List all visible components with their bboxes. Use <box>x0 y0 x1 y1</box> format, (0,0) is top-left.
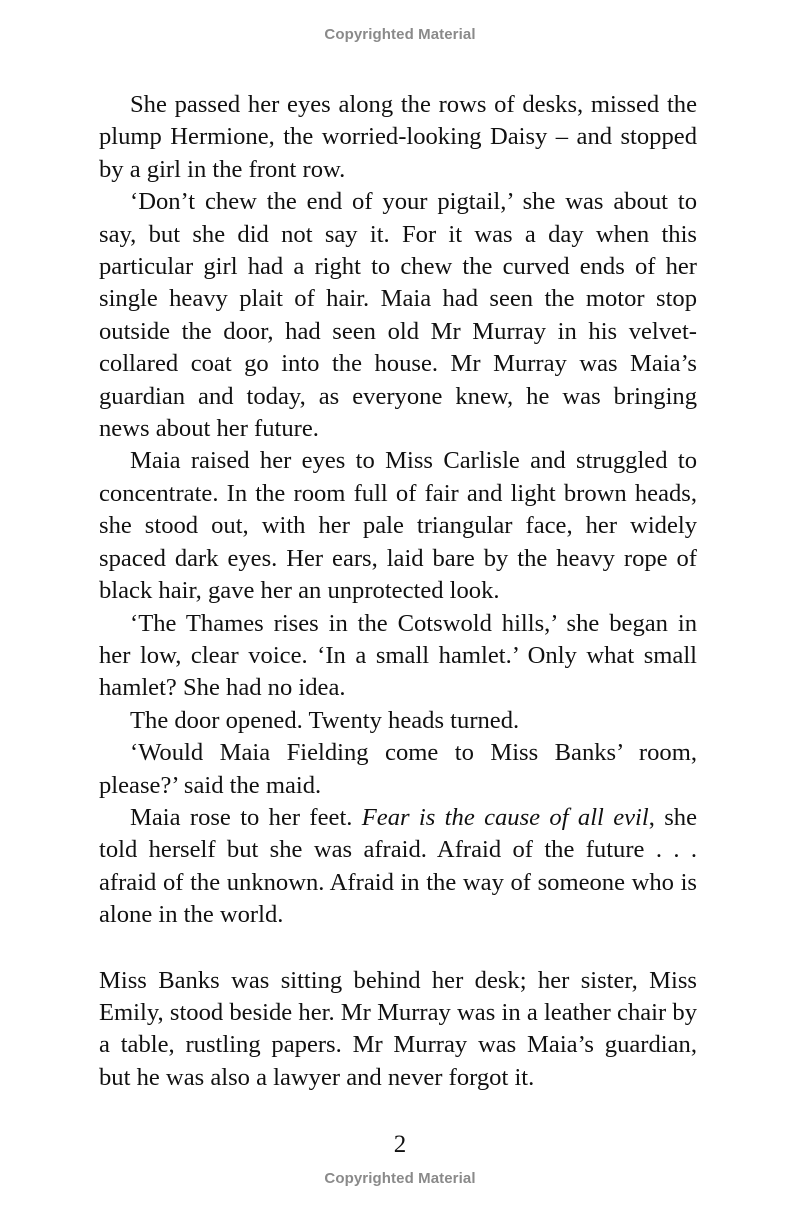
paragraph-end: , she told herself but she was afraid. Afraid of the future . . . afraid of the unknown. Afraid in the way of someone who is alone in the world. <box>99 803 697 929</box>
page-number: 2 <box>393 1131 407 1158</box>
paragraph: ‘Would Maia Fielding come to Miss Banks’ room, please?’ said the maid. <box>99 739 697 799</box>
body-text <box>99 89 697 1094</box>
paragraph: ‘Don’t chew the end of your pigtail,’ she was about to say, but she did not say it. For it was a day when this particular girl had a right to chew the curved ends of her single heavy plait of hair. Maia had seen the motor stop outside the door, had seen old Mr Murray in his velvet-collared coat go into the house. Mr Murray was Maia’s guardian and today, as everyone knew, he was bringing news about her future. <box>99 188 697 443</box>
paragraph-with-italic <box>99 802 697 932</box>
section-opening-paragraph: Miss Banks was sitting behind her desk; her sister, Miss Emily, stood beside her. Mr Murray was in a leather chair by a table, rustling papers. Mr Murray was Maia’s guardian, but he was also a lawyer and never forgot it. <box>99 966 697 1091</box>
paragraph: ‘The Thames rises in the Cotswold hills,’ she began in her low, clear voice. ‘In a small hamlet.’ Only what small hamlet? She had no idea. <box>99 609 697 702</box>
copyright-watermark-top: Copyrighted Material <box>324 26 476 43</box>
paragraph-start: Maia rose to her feet. <box>130 803 362 831</box>
paragraph: Maia raised her eyes to Miss Carlisle and struggled to concentrate. In the room full of fair and light brown heads, she stood out, with her pale triangular face, her widely spaced dark eyes. Her ears, laid bare by the heavy rope of black hair, gave her an unprotected look. <box>99 447 697 605</box>
section-break <box>99 932 697 965</box>
italic-phrase: Fear is the cause of all evil <box>361 803 649 831</box>
copyright-watermark-bottom: Copyrighted Material <box>324 1170 476 1187</box>
paragraph: The door opened. Twenty heads turned. <box>130 706 520 734</box>
paragraph: She passed her eyes along the rows of desks, missed the plump Hermione, the worried-looking Daisy – and stopped by a girl in the front row. <box>99 91 697 183</box>
